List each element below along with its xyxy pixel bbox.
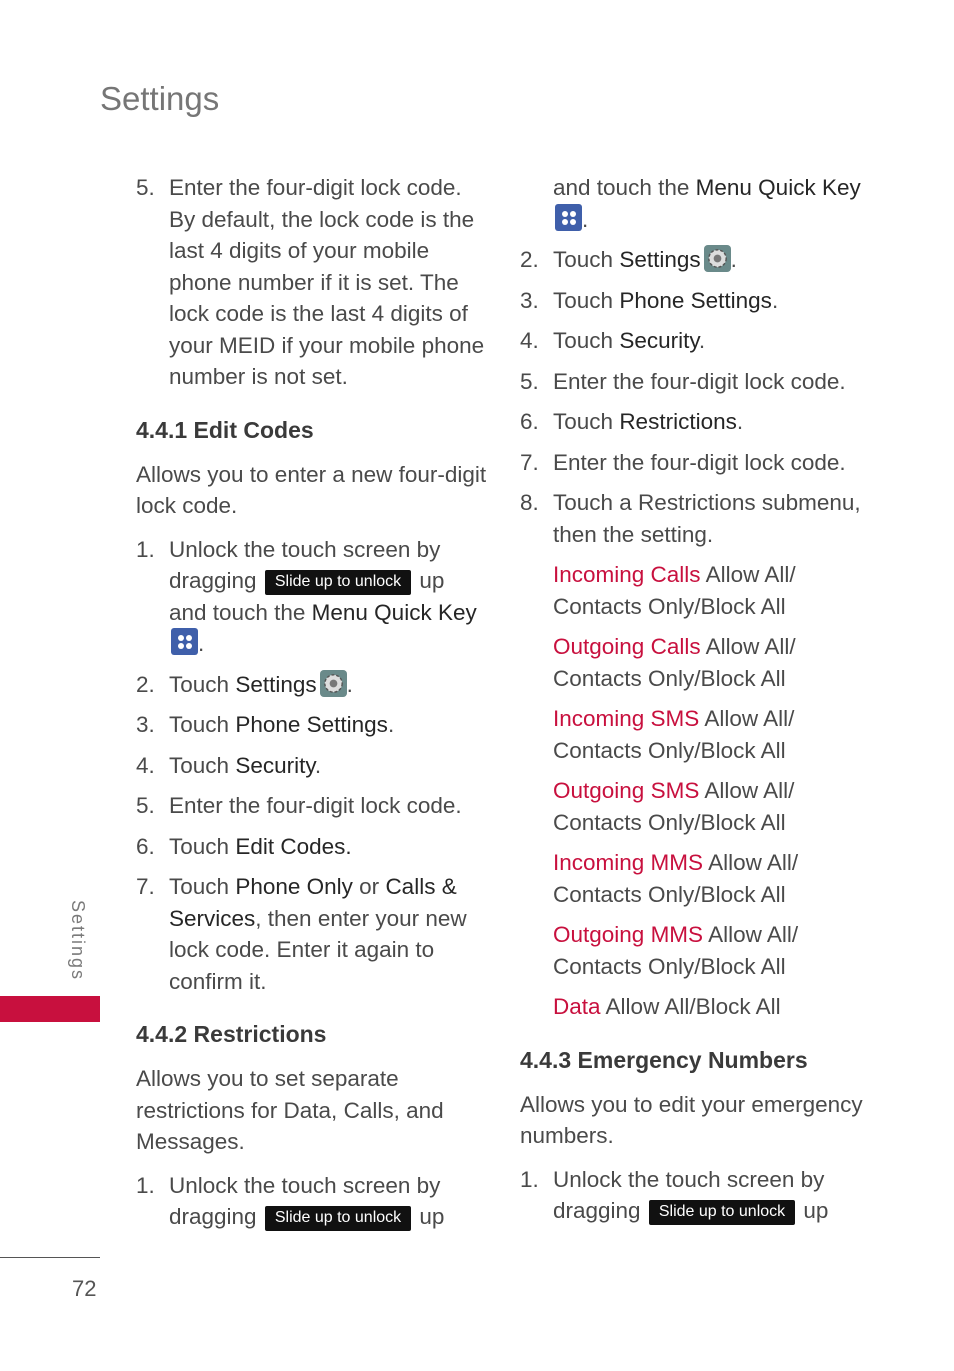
settings-gear-icon	[704, 245, 731, 272]
list-item: 1. Unlock the touch screen by dragging Slide up to unlock up and touch the Menu Quick Key .	[136, 536, 477, 656]
list-item: 1. Unlock the touch screen by dragging Slide up to unlock up	[520, 1166, 829, 1223]
settings-gear-icon	[320, 670, 347, 697]
list-item: 7. Touch Phone Only or Calls & Services, then enter your new lock code. Enter it again to confirm it.	[136, 874, 467, 994]
page-number: 72	[72, 1276, 97, 1301]
section-intro: Allows you to edit your emergency numbers.	[520, 1091, 863, 1148]
side-section-label: Settings	[68, 900, 88, 982]
list-item: 5. Enter the four-digit lock code.	[136, 793, 462, 818]
section-heading-edit-codes: 4.4.1 Edit Codes	[136, 416, 314, 443]
list-item: 7. Enter the four-digit lock code.	[520, 449, 846, 475]
restriction-option-data: Data Allow All/Block All	[553, 994, 781, 1019]
list-item: 2. Touch Settings .	[136, 671, 353, 697]
list-item: 3. Touch Phone Settings.	[520, 287, 779, 313]
restriction-option-outgoing-mms: Outgoing MMS Allow All/ Contacts Only/Block All	[553, 922, 799, 979]
slide-to-unlock-badge: Slide up to unlock	[265, 1206, 411, 1231]
list-item: 4. Touch Security.	[136, 752, 322, 778]
section-heading-restrictions: 4.4.2 Restrictions	[136, 1021, 327, 1047]
list-item-continuation: and touch the Menu Quick Key .	[553, 175, 861, 232]
right-column	[520, 172, 880, 1236]
list-item: 4. Touch Security.	[520, 328, 706, 353]
left-column	[136, 172, 488, 1242]
restriction-option-incoming-sms: Incoming SMS Allow All/ Contacts Only/Block All	[553, 706, 795, 763]
menu-quick-key-icon	[555, 204, 582, 231]
slide-to-unlock-badge: Slide up to unlock	[649, 1200, 795, 1225]
list-item: 5. Enter the four-digit lock code. By default, the lock code is the last 4 digits of your mobile phone number if it is set. The lock code is the last 4 digits of your MEID if your mobile phone number is not set.	[136, 175, 485, 389]
footer-divider	[0, 1257, 100, 1258]
side-accent-bar	[0, 996, 100, 1022]
list-item: 6. Touch Edit Codes.	[136, 833, 352, 859]
restriction-option-outgoing-calls: Outgoing Calls Allow All/ Contacts Only/Block All	[553, 634, 796, 691]
restriction-option-outgoing-sms: Outgoing SMS Allow All/ Contacts Only/Block All	[553, 778, 795, 835]
section-intro: Allows you to enter a new four-digit lock code.	[136, 461, 487, 518]
restriction-option-incoming-mms: Incoming MMS Allow All/ Contacts Only/Block All	[553, 850, 799, 907]
section-heading-emergency-numbers: 4.4.3 Emergency Numbers	[520, 1046, 808, 1073]
list-item: 8. Touch a Restrictions submenu, then the setting.	[520, 490, 861, 547]
section-intro: Allows you to set separate restrictions for Data, Calls, and Messages.	[136, 1066, 444, 1154]
list-item: 6. Touch Restrictions.	[520, 409, 744, 434]
restriction-option-incoming-calls: Incoming Calls Allow All/ Contacts Only/Block All	[553, 562, 796, 619]
list-item: 5. Enter the four-digit lock code.	[520, 368, 846, 394]
menu-quick-key-icon	[171, 628, 198, 655]
page-title: Settings	[100, 80, 220, 117]
list-item: 2. Touch Settings .	[520, 247, 737, 272]
slide-to-unlock-badge: Slide up to unlock	[265, 570, 411, 595]
list-item: 1. Unlock the touch screen by dragging Slide up to unlock up	[136, 1172, 445, 1229]
list-item: 3. Touch Phone Settings.	[136, 712, 395, 737]
